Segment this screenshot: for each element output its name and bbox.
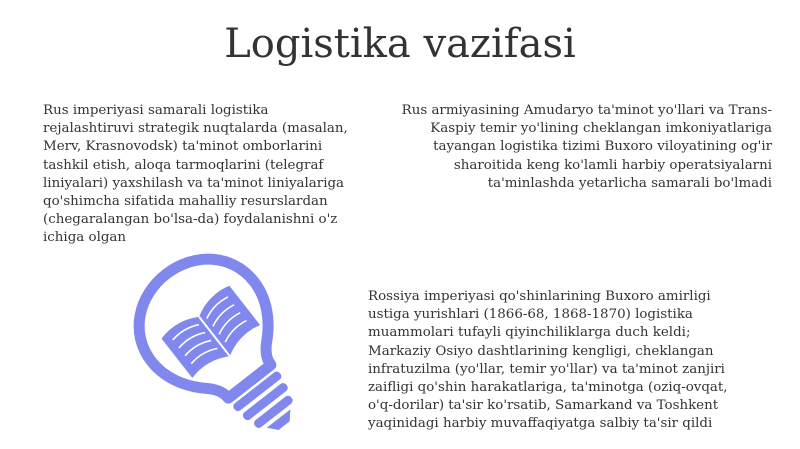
bottom-paragraph: Rossiya imperiyasi qo'shinlarining Buxoro amirligi ustiga yurishlari (1866-68, 1868-1870) logistika muammolari tufayli qiyinchiliklarga duch keldi; Markaziy Osiyo dashtlarining kengligi, cheklangan infratuzilma (yo'llar, temir yo'llar) va ta'minot zanjiri zaifligi qo'shin harakatlariga, ta'minotga (oziq-ovqat, o'q-dorilar) ta'sir ko'rsatib, Samarkand va Toshkent yaqinidagi harbiy muvaffaqiyatga salbiy ta'sir qildi — [368, 289, 728, 432]
slide-title: Logistika vazifasi — [224, 21, 576, 67]
left-paragraph: Rus imperiyasi samarali logistika rejalashtiruvi strategik nuqtalarda (masalan, Merv, Krasnovodsk) ta'minot omborlarini tashkil etish, aloqa tarmoqlarini (telegraf liniyalari) yaxshilash va ta'minot liniyalariga qo'shimcha sifatida mahalliy resurslardan (chegaralangan bo'lsa-da) foydalanishni o'z ichiga olgan — [43, 103, 348, 246]
lightbulb-book-icon — [130, 250, 320, 449]
right-paragraph: Rus armiyasining Amudaryo ta'minot yo'llari va Trans-Kaspiy temir yo'lining cheklangan imkoniyatlariga tayangan logistika tizimi Buxoro viloyatining og'ir sharoitida keng ko'lamli harbiy operatsiyalarni ta'minlashda yetarlicha samarali bo'lmadi — [401, 103, 772, 191]
